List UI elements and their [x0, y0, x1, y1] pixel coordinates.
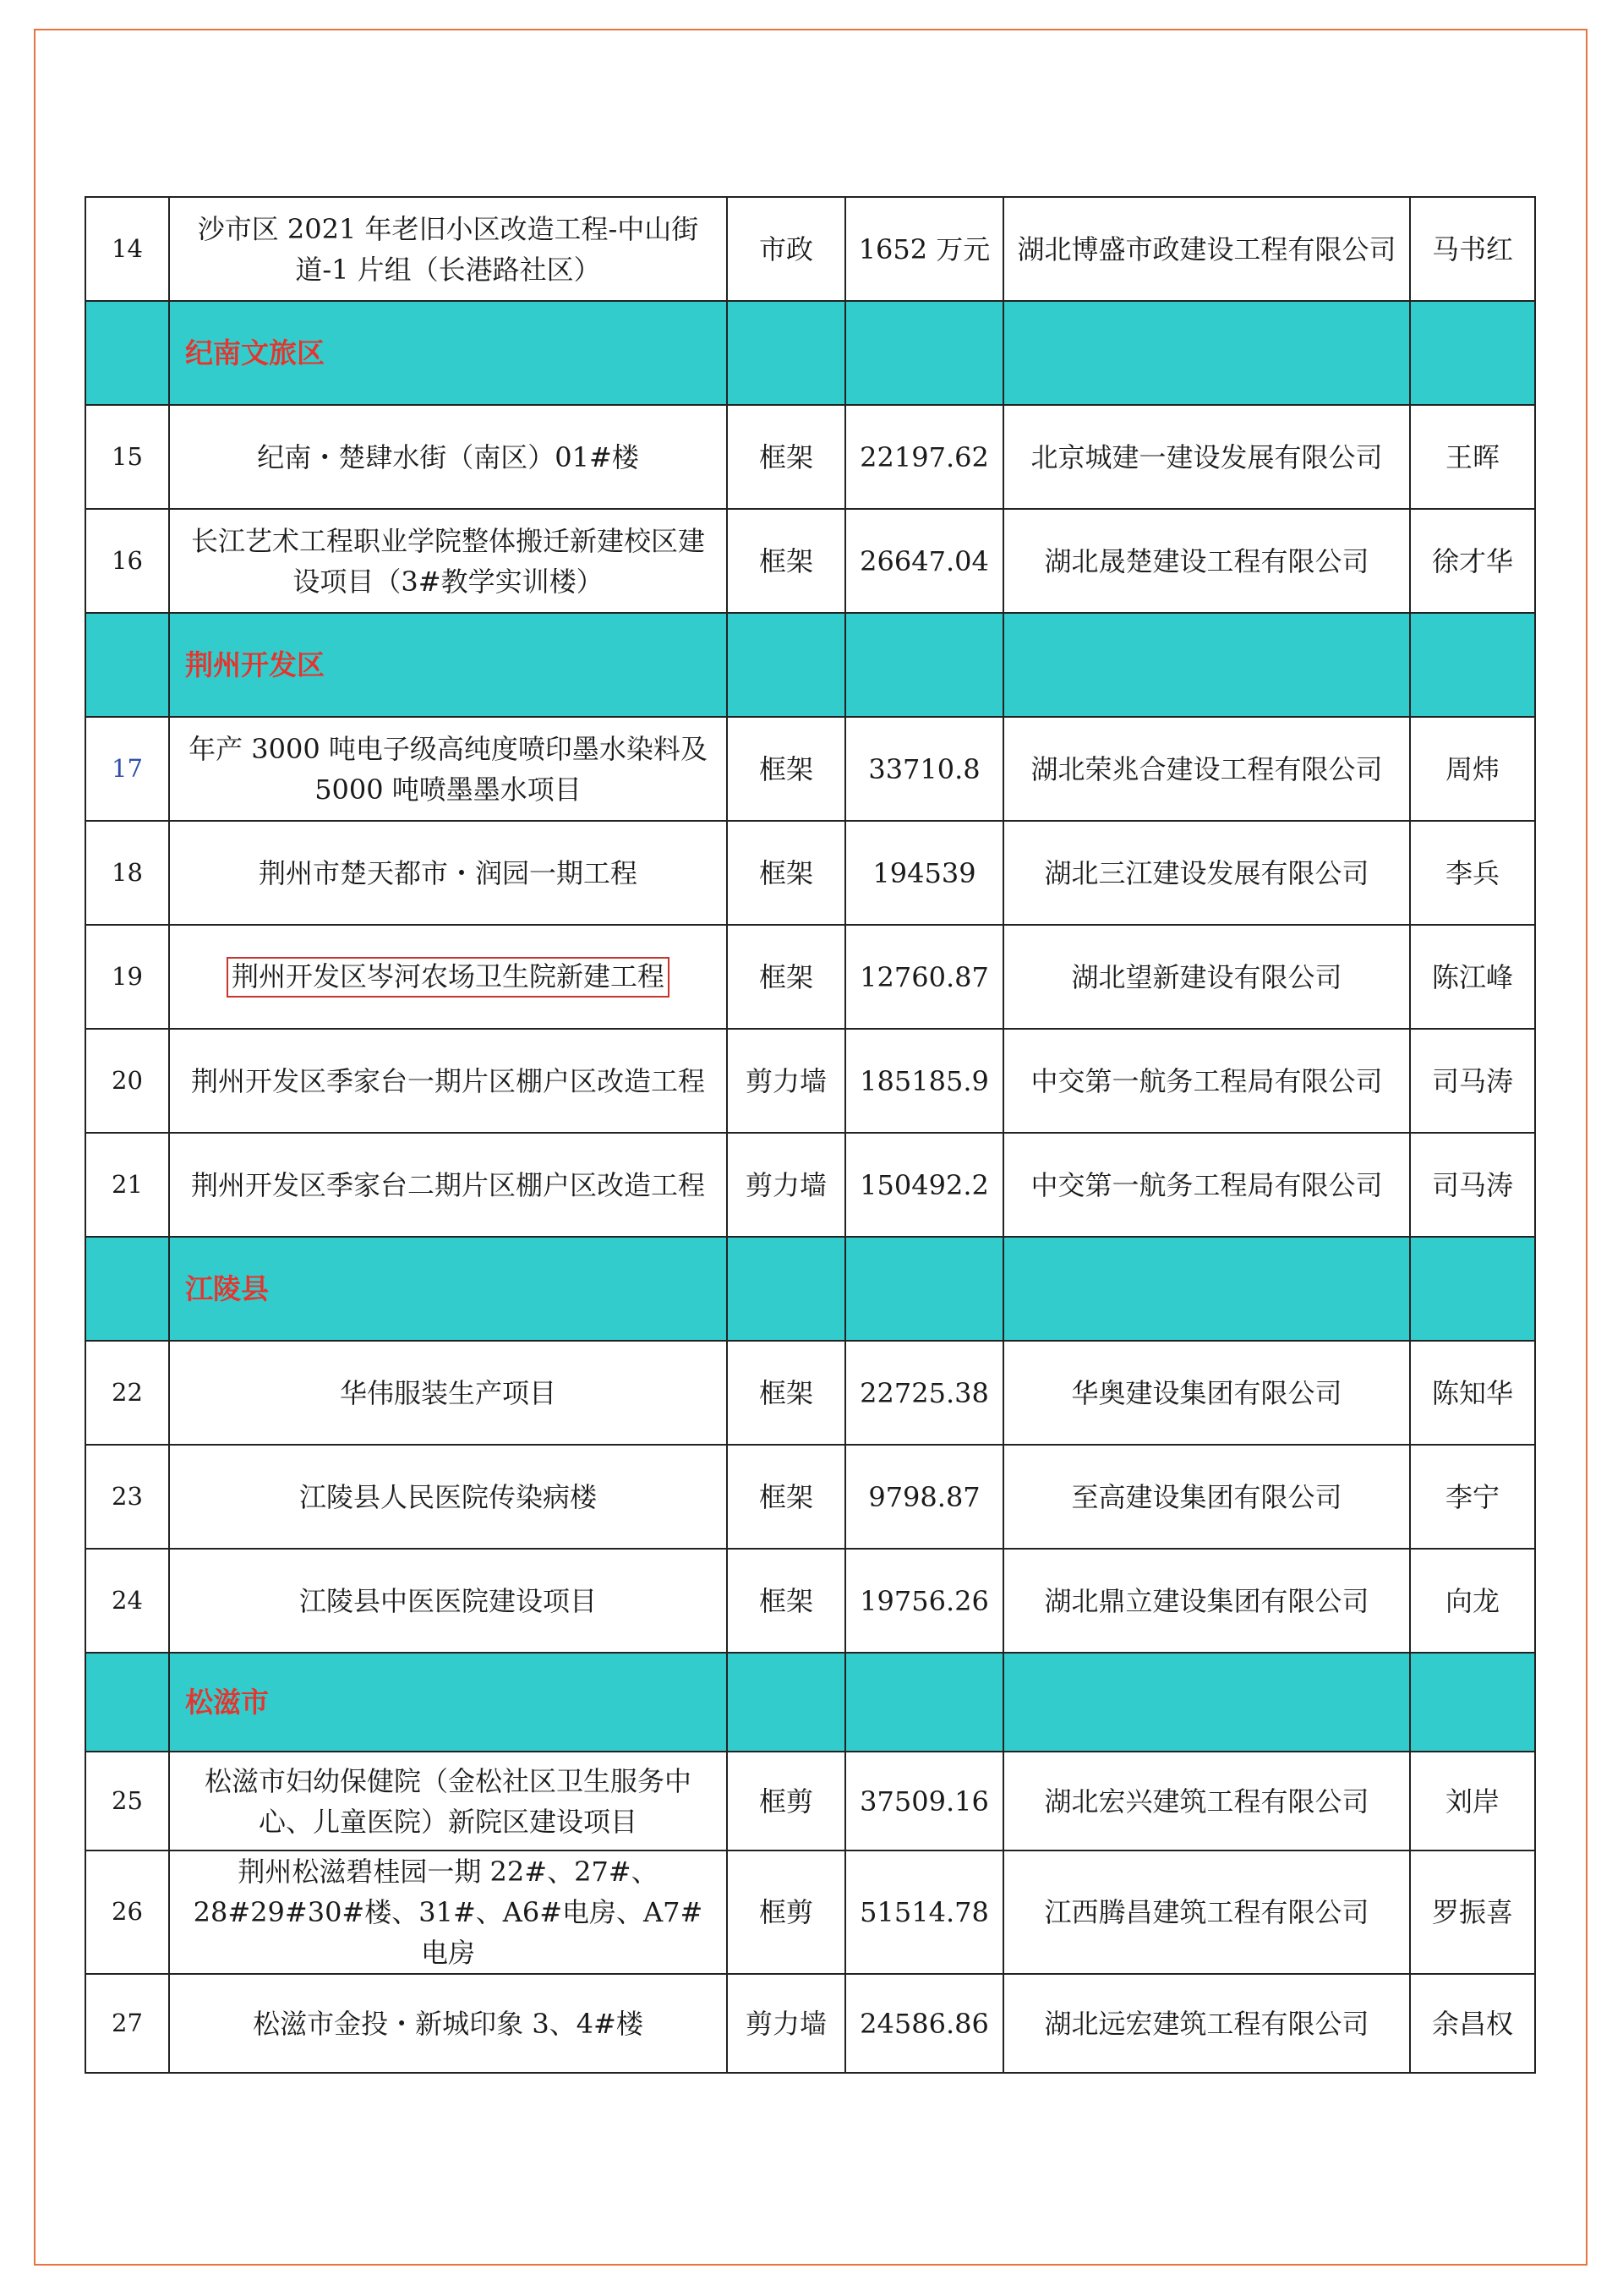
row-number: 25: [85, 1752, 169, 1850]
section-row: [85, 1237, 1535, 1341]
contractor-company: 湖北远宏建筑工程有限公司: [1003, 1974, 1410, 2073]
project-table: [85, 196, 1536, 2074]
project-name: 松滋市妇幼保健院（金松社区卫生服务中心、儿童医院）新院区建设项目: [169, 1752, 727, 1850]
project-manager: 李兵: [1410, 821, 1535, 925]
structure-type: 框架: [727, 1445, 845, 1549]
project-size: 26647.04: [845, 509, 1003, 613]
table-row: [85, 1445, 1535, 1549]
contractor-company: 湖北望新建设有限公司: [1003, 925, 1410, 1029]
project-manager: 刘岸: [1410, 1752, 1535, 1850]
contractor-company: 湖北鼎立建设集团有限公司: [1003, 1549, 1410, 1653]
table-row: [85, 717, 1535, 821]
highlighted-project-name: 荆州开发区岑河农场卫生院新建工程: [227, 957, 669, 997]
project-size: 12760.87: [845, 925, 1003, 1029]
table-row: [85, 925, 1535, 1029]
project-manager: 周炜: [1410, 717, 1535, 821]
row-number: 21: [85, 1133, 169, 1237]
structure-type: 剪力墙: [727, 1133, 845, 1237]
project-size: 24586.86: [845, 1974, 1003, 2073]
structure-type: 剪力墙: [727, 1974, 845, 2073]
project-name: 荆州市楚天都市・润园一期工程: [169, 821, 727, 925]
project-manager: 向龙: [1410, 1549, 1535, 1653]
contractor-company: 湖北博盛市政建设工程有限公司: [1003, 197, 1410, 301]
project-name: 华伟服装生产项目: [169, 1341, 727, 1445]
project-manager: 司马涛: [1410, 1029, 1535, 1133]
project-name: 荆州开发区季家台一期片区棚户区改造工程: [169, 1029, 727, 1133]
contractor-company: 江西腾昌建筑工程有限公司: [1003, 1850, 1410, 1974]
section-row: [85, 301, 1535, 405]
project-manager: 罗振喜: [1410, 1850, 1535, 1974]
project-name: 荆州松滋碧桂园一期 22#、27#、28#29#30#楼、31#、A6#电房、A7#电房: [169, 1850, 727, 1974]
row-number: 17: [85, 717, 169, 821]
project-size: 185185.9: [845, 1029, 1003, 1133]
table-row: [85, 821, 1535, 925]
project-manager: 徐才华: [1410, 509, 1535, 613]
structure-type: 框架: [727, 1549, 845, 1653]
structure-type: 市政: [727, 197, 845, 301]
section-title: 松滋市: [169, 1653, 727, 1752]
contractor-company: 北京城建一建设发展有限公司: [1003, 405, 1410, 509]
row-number: 15: [85, 405, 169, 509]
structure-type: 框架: [727, 925, 845, 1029]
contractor-company: 至高建设集团有限公司: [1003, 1445, 1410, 1549]
project-name: 松滋市金投・新城印象 3、4#楼: [169, 1974, 727, 2073]
project-size: 22197.62: [845, 405, 1003, 509]
contractor-company: 华奥建设集团有限公司: [1003, 1341, 1410, 1445]
table-row: [85, 1133, 1535, 1237]
contractor-company: 湖北晟楚建设工程有限公司: [1003, 509, 1410, 613]
structure-type: 框剪: [727, 1850, 845, 1974]
structure-type: 框剪: [727, 1752, 845, 1850]
contractor-company: 中交第一航务工程局有限公司: [1003, 1133, 1410, 1237]
table-row: [85, 197, 1535, 301]
project-name: 江陵县中医医院建设项目: [169, 1549, 727, 1653]
table-row: [85, 1549, 1535, 1653]
row-number: 19: [85, 925, 169, 1029]
row-number: 22: [85, 1341, 169, 1445]
project-size: 9798.87: [845, 1445, 1003, 1549]
table-row: [85, 405, 1535, 509]
project-name: 纪南・楚肆水街（南区）01#楼: [169, 405, 727, 509]
table-row: [85, 1752, 1535, 1850]
structure-type: 框架: [727, 405, 845, 509]
row-number: 14: [85, 197, 169, 301]
project-name: 沙市区 2021 年老旧小区改造工程-中山街道-1 片组（长港路社区）: [169, 197, 727, 301]
section-row: [85, 613, 1535, 717]
structure-type: 框架: [727, 821, 845, 925]
structure-type: 框架: [727, 1341, 845, 1445]
project-name-cell: [169, 925, 727, 1029]
project-size: 194539: [845, 821, 1003, 925]
project-manager: 余昌权: [1410, 1974, 1535, 2073]
project-manager: 陈江峰: [1410, 925, 1535, 1029]
project-size: 33710.8: [845, 717, 1003, 821]
structure-type: 剪力墙: [727, 1029, 845, 1133]
row-number: 27: [85, 1974, 169, 2073]
row-number: 23: [85, 1445, 169, 1549]
project-name: 荆州开发区季家台二期片区棚户区改造工程: [169, 1133, 727, 1237]
project-name: 江陵县人民医院传染病楼: [169, 1445, 727, 1549]
project-manager: 李宁: [1410, 1445, 1535, 1549]
project-size: 51514.78: [845, 1850, 1003, 1974]
table-row: [85, 509, 1535, 613]
contractor-company: 中交第一航务工程局有限公司: [1003, 1029, 1410, 1133]
structure-type: 框架: [727, 509, 845, 613]
section-title: 纪南文旅区: [169, 301, 727, 405]
project-size: 19756.26: [845, 1549, 1003, 1653]
table-row: [85, 1850, 1535, 1974]
project-size: 22725.38: [845, 1341, 1003, 1445]
project-name: 长江艺术工程职业学院整体搬迁新建校区建设项目（3#教学实训楼）: [169, 509, 727, 613]
project-manager: 马书红: [1410, 197, 1535, 301]
section-title: 江陵县: [169, 1237, 727, 1341]
project-manager: 陈知华: [1410, 1341, 1535, 1445]
row-number: 24: [85, 1549, 169, 1653]
project-name: 年产 3000 吨电子级高纯度喷印墨水染料及 5000 吨喷墨墨水项目: [169, 717, 727, 821]
project-size: 37509.16: [845, 1752, 1003, 1850]
row-number: 18: [85, 821, 169, 925]
contractor-company: 湖北宏兴建筑工程有限公司: [1003, 1752, 1410, 1850]
row-number: 20: [85, 1029, 169, 1133]
project-size: 150492.2: [845, 1133, 1003, 1237]
table-row: [85, 1341, 1535, 1445]
project-manager: 司马涛: [1410, 1133, 1535, 1237]
row-number: 16: [85, 509, 169, 613]
structure-type: 框架: [727, 717, 845, 821]
section-title: 荆州开发区: [169, 613, 727, 717]
contractor-company: 湖北荣兆合建设工程有限公司: [1003, 717, 1410, 821]
contractor-company: 湖北三江建设发展有限公司: [1003, 821, 1410, 925]
table-row: [85, 1029, 1535, 1133]
project-size: 1652 万元: [845, 197, 1003, 301]
row-number: 26: [85, 1850, 169, 1974]
section-row: [85, 1653, 1535, 1752]
project-manager: 王晖: [1410, 405, 1535, 509]
table-row: [85, 1974, 1535, 2073]
